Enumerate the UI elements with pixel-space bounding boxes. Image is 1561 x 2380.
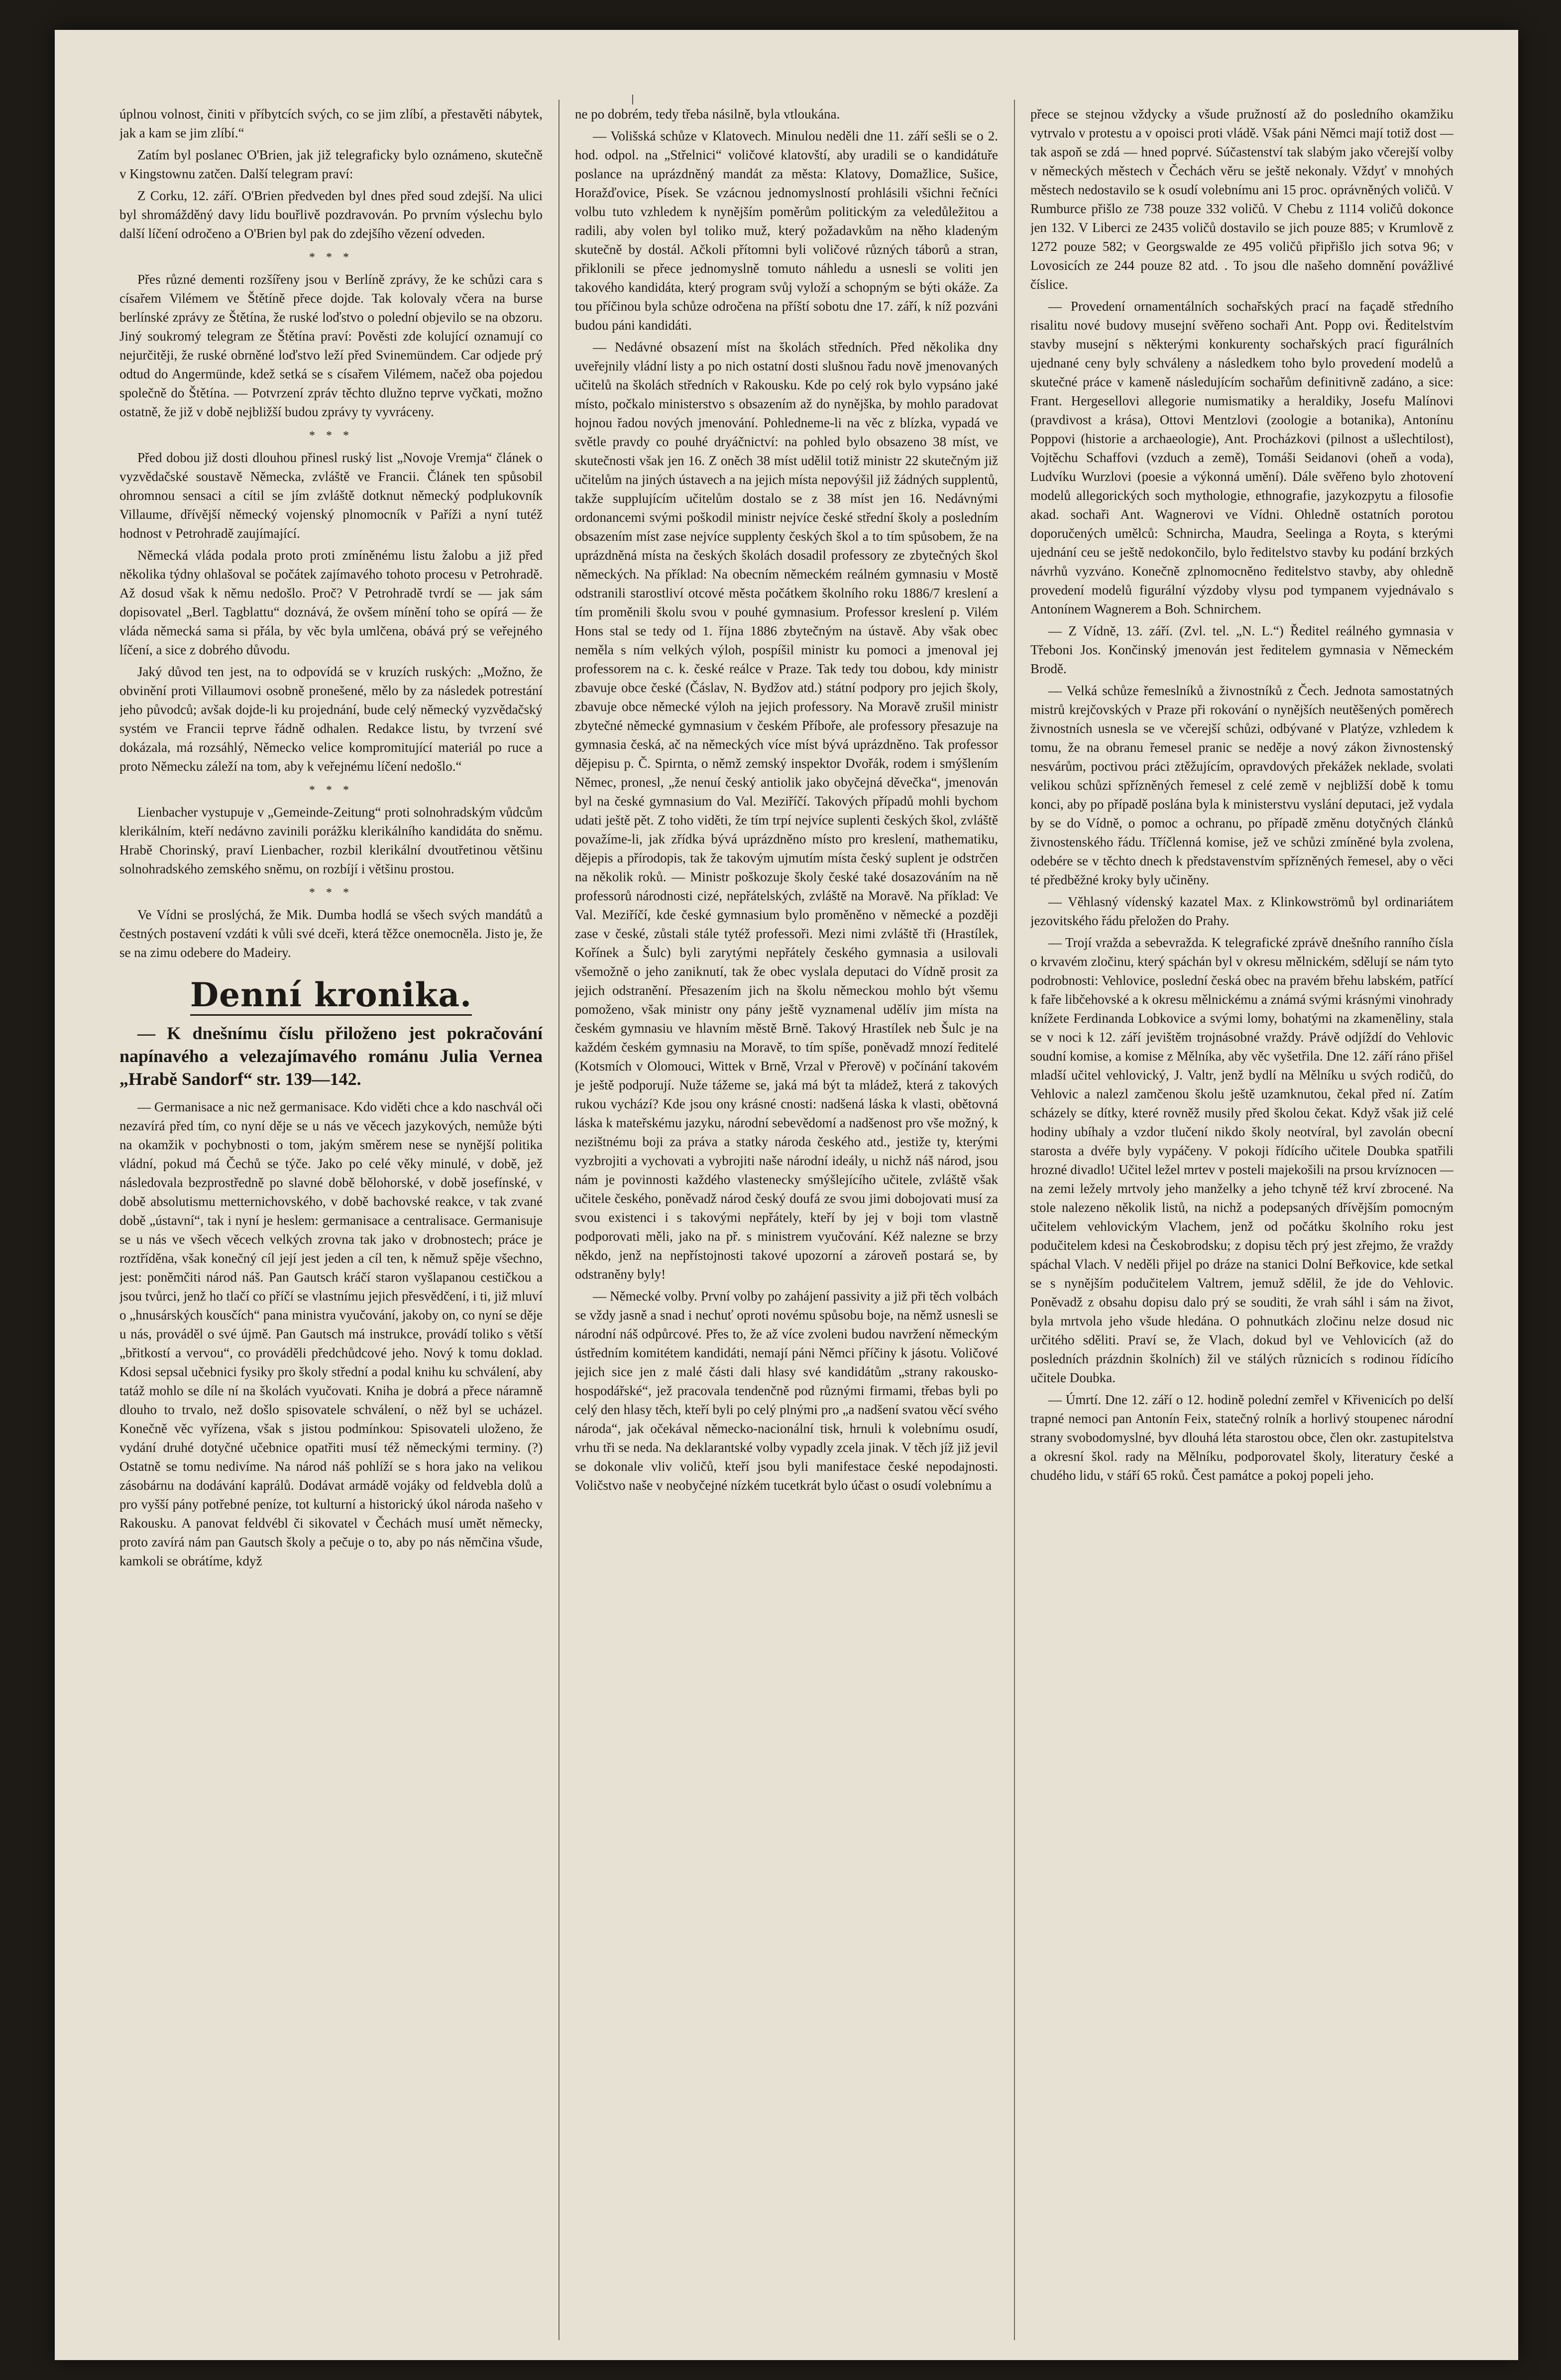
paragraph: Před dobou již dosti dlouhou přinesl ruský list „Novoje Vremja“ článek o vyzvědačské soustavě Německa, zvláště ve Francii. Článek ten spůsobil ohromnou sensaci a cítil se jím zvláště dotknut německý podplukovník Villaume, dřívější německý vojenský plnomocník v Paříži a nyní tutéž hodnost v Petrohradě zaujímající. bbox=[119, 450, 543, 541]
separator-stars: * * * bbox=[309, 886, 353, 899]
separator-stars: * * * bbox=[309, 784, 353, 797]
paragraph: — Z Vídně, 13. září. (Zvl. tel. „N. L.“) Ředitel reálného gymnasia v Třeboni Jos. Končinský jmenován jest ředitelem gymnasia v Německém Brodě. bbox=[1030, 623, 1453, 676]
paragraph: — Velká schůze řemeslníků a živnostníků z Čech. Jednota samostatných mistrů krejčovských v Praze při rokování o nynějších neutěšených poměrech živnostních usnesla se ve včerejší schůzi, odbývané v Platýze, vzhledem k tomu, že na obranu řemesel pranic se neděje a nový zákon živnostenský nesvárům, poctivou práci ztěžujícím, opravdových překážek neklade, svolati velikou schůzi spřízněných řemesel z celé země v nejbližší době k tomu konci, aby po případě poslána byla k ministerstvu vyslání deputaci, jež vydala by se do Vídně, o pomoc a ochranu, po případě změnu dotyčných článků živnostenského řádu. Tříčlenná komise, jež ve schůzi zmíněné byla zvolena, odebére se v těchto dnech k představenstvím spřízněných řemesel, aby o věci té předběžné kroky byly učiněny. bbox=[1030, 683, 1453, 887]
paragraph: Jaký důvod ten jest, na to odpovídá se v kruzích ruských: „Možno, že obvinění proti Villaumovi osobně pronešené, mělo by za následek potrestání jeho původců; avšak dojde-li ku projednání, bude celý německý vyzvědačský systém ve Francii teprve řádně odhalen. Redakce listu, by tvrzení své dokázala, má rozsáhlý, Německo velice kompromitující materiál po ruce a proto Německu záleží na tom, aby k veřejnému líčení nedošlo.“ bbox=[119, 664, 543, 774]
paragraph: Lienbacher vystupuje v „Gemeinde-Zeitung“ proti solnohradským vůdcům klerikálním, kteří nedávno zavinili porážku klerikálního kandidáta do sněmu. Hrabě Chorinský, praví Lienbacher, rozbil klerikální dvoutřetinou většinu solnohradského zemského sněmu, on rozbíjí i většinu prostou. bbox=[119, 805, 543, 876]
page-mark bbox=[632, 95, 633, 105]
paragraph: — Provedení ornamentálních sochařských prací na façadě středního risalitu nové budovy musejní svěřeno sochaři Ant. Popp ovi. Ředitelstvím stavby musejní s některými konkurenty sochařských prací figurálních ujednané ceny byly schváleny a následkem toho bylo provedení modelů a skutečné práce v kameně následujícím sochařům definitivně zadáno, a sice: Frant. Hergesellovi allegorie numismatiky a heraldiky, Josefu Malínovi (pravdivost a krása), Ottovi Mentzlovi (zoologie a botanika), Antonínu Poppovi (historie a archaeologie), Ant. Procházkovi (pilnost a ušlechtilost), Vojtěchu Schaffovi (vzduch a země), Tomáši Seidanovi (oheň a voda), Ludvíku Wurzlovi (poesie a výkonná umění). Dále svěřeno bylo zhotovení modelů allegorických soch mythologie, ethnografie, jazykozpytu a filosofie akad. sochaři Ant. Wagnerovi ve Vídni. Ohledně ostatních porotou doporučených umělců: Schnircha, Maudra, Seelinga a Royta, s kterými ujednání ceu se ještě nedokončilo, bylo ředitelstvo stavby ku podání brzkých návrhů vyzváno. Konečně zplnomocněno ředitelstvo stavby, aby ohledně provedení modelů figurální výzdoby vlysu pod tympanem vyjednávalo s Antonínem Wagnerem a Boh. Schnirchem. bbox=[1030, 299, 1453, 616]
column-middle bbox=[575, 105, 998, 2335]
column-divider bbox=[1014, 100, 1015, 2340]
paragraph: — Germanisace a nic než germanisace. Kdo viděti chce a kdo naschvál oči nezavírá před tím, co nyní děje se u nás ve věcech jazykových, nemůže býti na okamžik v pochybnosti o tom, jakým směrem nese se nynější politika vládní, pokud má Čechů se týče. Jako po celé věky minulé, v době, jež následovala bezprostředně po slavné době bělohorské, v době josefínské, v době absolutismu metternichovského, v době bachovské reakce, v tak zvané době „ústavní“, tak i nyní je heslem: germanisace a centralisace. Germanisuje se u nás ve všech věcech velkých zrovna tak jako v drobnostech; práce je roztříděna, však konečný cíl její jest jeden a cíl ten, k němuž spěje všechno, jest: poněmčiti národ náš. Pan Gautsch kráčí staron vyšlapanou cestičkou a jsou tvůrci, jenž ho tlačí co příčí se vlastnímu jejich přesvědčení, i ti, již mluví o „hnusárských kousčích“ pana ministra vyučování, jakoby on, co nyní se děje u nás, prováděl o své újmě. Pan Gautsch má instrukce, provádí toliko s větší „břitkostí a vervou“, co prováděli předchůdcové jeho. Nový k tomu doklad. Kdosi sepsal učebnici fysiky pro školy střední a podal knihu ku schválení, aby tatáž mohlo se díle ní na školách vyučovati. Kniha je dobrá a přece náramně dlouho to trvalo, než došlo spisovatele schválení, o něž byl se ucházel. Konečně věc vyřízena, však s jistou podmínkou: Spisovateli uloženo, že vydání druhé dotyčné učebnice opatřiti musí též německými terminy. (?) Ostatně se tomu nedivíme. Na národ náš pohlíží se s hora jako na velikou zásobárnu na dodávání kaprálů. Dodávat armádě vojáky od feldvebla dolů a pro vyšší pány potřebné peníze, tot kulturní a historický úkol národa našeho v Rakousku. A panovat feldvébl či sikovatel v Čechách musí umět německy, proto zavírá nám pan Gautsch školy a pečuje o to, aby po nás němčina všude, kamkoli se obrátíme, když bbox=[119, 1099, 543, 1568]
paragraph: — Německé volby. První volby po zahájení passivity a již při těch volbách se vždy jasně a snad i nechuť oproti novému spůsobu boje, na němž usnesli se národní náš odpůrcové. Přes to, že až více zvoleni budou navržení německým ústředním komitétem kandidáti, nemají páni Němci příčiny k jásotu. Voličové jejich sice jen z malé části dali hlasy své kandidátům „strany rakousko-hospodářské“, jež pracovala tendenčně pod různými firmami, třebas byli po celý den hlasy těch, kteří byli po celý plnými pro „a nadšení svatou věcí svého národa“, jak očekával německo-nacionální tisk, hrnuli k volebnímu osudí, vrhu tři se neda. Na deklarantské volby vypadly zcela jinak. V těch jíž již jevil se dokonale vliv voličů, kteří jsou byli manifestace české nepodajnosti. Voličstvo naše v neobyčejné nízkém tucetkrát bylo účast o osudí volebnímu a bbox=[575, 1289, 998, 1493]
section-title-text: Denní kronika. bbox=[190, 975, 472, 1016]
paragraph: — Trojí vražda a sebevražda. K telegrafické zprávě dnešního ranního čísla o krvavém zločinu, který spáchán byl v okresu mělnickém, sdělují se nám tyto podrobnosti: Vehlovice, poslední česká obec na pravém břehu labském, patřící k faře libčehovské a k okresu mělnickému a známá svými krásnými vinohrady knížete Ferdinanda Lobkovice a svými lomy, bohatými na zkameněliny, stala se v noci k 12. září jevištěm trojnásobné vraždy. Právě odjíždí do Vehlovic soudní komise, a komise z Mělníka, aby věc vyšetřila. Dne 12. září ráno přišel mladší učitel vehlovický, J. Valtr, jenž bydlí na Mělníku u svých rodičů, do Vehlovic a nalezl zamčenou školu ještě uzamknutou, čekal před ní. Zatím scházely se dítky, které rovněž musily před školou čekat. Když však již celé hodiny ubíhaly a vzdor tlučení nikdo školy neotvíral, byl zavolán obecní starosta a dvéře byly vypáčeny. V pokoji řídícího učitele Doubka spatřili hrozné divadlo! Učitel ležel mrtev v posteli majekošili na prsou krvíznocen — na zemi ležely mrtvoly jeho manželky a jeho tchyně též krví zbrocené. Na stole nalezeno několik listů, na nichž a podepsaných dřívějším pomocným učitelem vehlovickým Vlachem, jenž od počátku školního roku jest podučitelem kdesi na Českobrodsku; z dopisu těch prý jest zřejmo, že vraždy spáchal Vlach. V neděli přijel po dráze na stanici Dolní Beřkovice, kde setkal se s nynějším podučitelem Valtrem, jemuž sdělil, že jde do Vehlovic. Poněvadž z obsahu dopisu dalo prý se souditi, že vrah sáhl i sám na život, byla mrtvola jeho všude hledána. O pohnutkách zločinu nelze dosud nic určitého sděliti. Praví se, že Vlach, dokud byl ve Vehlovicích (až do posledních prázdnin školních) žil ve stálých různicích s rodinou řídícího učitele Doubka. bbox=[1030, 935, 1453, 1385]
paragraph: — Úmrtí. Dne 12. září o 12. hodině polední zemřel v Křivenicích po delší trapné nemoci pan Antonín Feix, statečný rolník a horlivý stoupenec národní strany svobodomyslné, byv dlouhá léta starostou obce, člen okr. zastupitelstva a okresní škol. rady na Mělníku, podporovatel školy, literatury české a chudého lidu, v stáří 65 roků. Čest památce a pokoj popeli jeho. bbox=[1030, 1392, 1453, 1483]
headline-notice: — K dnešnímu číslu přiloženo jest pokračování napínavého a velezajímavého románu Julia Vernea „Hrabě Sandorf“ str. 139—142. bbox=[119, 1023, 543, 1089]
paragraph: přece se stejnou vždycky a všude pružností až do posledního okamžiku vytrvalo v protestu a v opoisci proti vládě. Však páni Němci mají totiž dost — tak aspoň se zdá — hned poprvé. Súčastenství tak slabým jako včerejší volby v německých městech v Čechách věru se ještě nekonaly. Vždyť v mnohých městech nedostavilo se k osudí volebnímu ani 15 proc. oprávněných voličů. V Rumburce přišlo ze 738 pouze 332 voličů. V Chebu z 1114 voličů dokonce jen 132. V Liberci ze 2435 voličů dostavilo se jich pouze 885; v Krumlově z 1272 pouze 582; v Georgswalde ze 495 voličů připřišlo jich sotva 96; v Lovosicích ze 244 pouze 82 atd. . To jsou dle našeho domnění povážlivé číslice. bbox=[1030, 107, 1453, 292]
paragraph: — Věhlasný vídenský kazatel Max. z Klinkowströmů byl ordinariátem jezovitského řádu přeložen do Prahy. bbox=[1030, 894, 1453, 928]
separator-stars: * * * bbox=[309, 429, 353, 442]
paragraph: — Volišská schůze v Klatovech. Minulou neděli dne 11. září sešli se o 2. hod. odpol. na „Střelnici“ voličové klatovští, aby uradili se o kandidátuře poslance na uprázdněný mandát za města: Klatovy, Domažlice, Sušice, Horažďovice, Písek. Se vzácnou jednomyslností prohlásili všichni řečníci volbu tuto vzhledem k nynějším poměrům politickým za veledůležitou a radili, aby volen byl toliko muž, který požadavkům na něho kladeným skutečně by dostál. Ačkoli přítomni byli voličové různých táborů a stran, přiklonili se přece jednomyslně tomuto náhledu a usnesli se voliti jen takového kandidáta, který program svůj vyloží a schopným se býti okáže. Za tou příčinou byla schůze odročena na příští sobotu dne 17. září, k níž pozváni budou páni kandidáti. bbox=[575, 128, 998, 333]
column-divider bbox=[558, 100, 559, 2340]
paragraph: Z Corku, 12. září. O'Brien předveden byl dnes před soud zdejší. Na ulici byl shromážděný davy lidu bouřlivě pozdravován. Po prvním výslechu bylo další líčení odročeno a O'Brien byl pak do zdejšího vězení odveden. bbox=[119, 188, 543, 241]
paragraph: Zatím byl poslanec O'Brien, jak již telegraficky bylo oznámeno, skutečně v Kingstownu zatčen. Další telegram praví: bbox=[119, 147, 543, 181]
paragraph: ne po dobrém, tedy třeba násilně, byla vtloukána. bbox=[575, 107, 840, 121]
column-left bbox=[119, 105, 543, 2335]
paragraph: Ve Vídni se proslýchá, že Mik. Dumba hodlá se všech svých mandátů a čestných postavení vzdáti k vůli své dceři, která těžce onemocněla. Jisto je, že se na zimu odebere do Madeiry. bbox=[119, 907, 543, 960]
section-title bbox=[119, 975, 543, 1015]
column-right bbox=[1030, 105, 1453, 2335]
paragraph: — Nedávné obsazení míst na školách středních. Před několika dny uveřejnily vládní listy a po nich ostatní dosti slušnou řadu nově jmenovaných učitelů na školách středních v Rakousku. Kde po celý rok bylo vypsáno jaké místo, počkalo ministerstvo s obsazením až do nynějška, by mohlo paradovat hojnou řadou nových jmenování. Pohledneme-li na věc z blízka, vypadá ve světle pravdy co pouhé dryáčnictví: na pohled bylo obsazeno 38 míst, ve skutečnosti však jen 16. Z oněch 38 míst udělil totiž ministr 22 skutečným již učitelům na jiných ústavech a na jejich místa nepovýšil již žádných supplentů, takže supplujícím učitelům dostalo se z 38 míst jen 16. Nedávnými ordonancemi svými poškodil ministr nejvíce české střední školy a posledním obsazením míst zase nejvíce supplenty českých škol a to tím spůsobem, že na uprázdněná místa na českých školách dosadil professory ze zbytečných škol německých. Na příklad: Na obecním německém reálném gymnasiu v Mostě odstranili starostliví otcové města počátkem školního roku 1886/7 kreslení a tím proměnili školu svou v pouhé gymnasium. Professor kreslení p. Vilém Hons stal se tedy od 1. října 1886 zbytečným na ústavě. Aby však obec neměla s ním velkých výloh, pospíšil ministr ku pomoci a jmenoval jej professorem na c. k. české reálce v Praze. Tak tedy tou dobou, kdy ministr zbavuje obce české (Čáslav, N. Bydžov atd.) státní podpory pro jejich školy, zbavuje obce německé výloh na jejich professory. Na Moravě zrušil ministr zbytečné německé gymnasium v českém Příboře, ale professory přesazuje na gymnasia česká, ač na německých více míst bývá uprázdněno. Tak professor dějepisu p. Č. Spirnta, o němž zemský inspektor Dvořák, rodem i smýšlením Němec, pronesl, „že nenuí český antiolik jako obyčejná děvečka“, jmenován byl na české gymnasium do Val. Meziříčí. Takových případů mohli bychom udati ještě pět. Z toho viděti, že tím trpí nejvíce suplenti českých škol, zvláště považíme-li, jak zřídka bývá uprázdněno místo pro kreslení, mathematiku, dějepis a přírodopis, tak že takovým ujmutím místa český suplent je odstrčen na několik roků. — Ministr poškozuje školy české také dosazováním na ně professorů národnosti cizé, nepřátelských, zvláště na Moravě. Na příklad: Ve Val. Meziříčí, kde české gymnasium bylo proměněno v německé a později zase v české, zůstali stále tytéž professoři. Mezi nimi zvláště tři (Hrastílek, Kořínek a Šulc) byli zarytými nepřátely českého gymnasia a usilovali všemožně o jeho zaniknutí, tak že obec vyslala deputaci do Vídně prosit za jejich odstranění. Přesazením jich na školu německou mohlo být všemu pomoženo, však ministr ony pány ještě vyznamenal udělív jim místa na českém gymnasiu ve hlavním městě Brně. Takový Hrastílek neb Šulc je na každém českém gymnasiu na Moravě, to tím spíše, poněvadž mnozí ředitelé (Kotsmích v Olomouci, Wittek v Brně, Vrzal v Přerově) v počínání takovém je ještě podporují. Nuže tážeme se, jaká má být ta mládež, která z takových rukou vychází? Kde jsou ony krásné cnosti: nadšená láska k vlasti, obětovná láska k mateřskému jazyku, národní sebevědomí a nadšenost pro vše možný, k nezištnému boji za práva a statky národa českého atd., jestiže ty, kterými vyzbrojiti a vychovati a vybrojiti naše národní ideály, u nichž náš národ, jsou nám je povinnosti každého vlastenecky smýšlejícího učitele, zvláště však učitele českého, poněvadž národ český doufá ze svou jimi dobojovati musí za svou existenci i s takovými nepřátely, kteří by jej v boji tom vlastně podporovati měli, jako na př. s ministrem vyučování. Kéž nalezne se brzy někdo, jenž na nepřístojnosti takové upozorní a zároveň postará se, by odstraněny byly! bbox=[575, 340, 998, 1282]
separator-stars: * * * bbox=[309, 251, 353, 264]
paragraph: Přes různé dementi rozšířeny jsou v Berlíně zprávy, že ke schůzi cara s císařem Vilémem ve Štětíně přece dojde. Tak kolovaly včera na burse berlínské zprávy ze Štětína, že ruské loďstvo o polední objevilo se na obzoru. Jiný soukromý telegram ze Štětína praví: Pověsti zde kolující oznamují co nejurčitěji, že ruské obrněné loďstvo leží před Svinemündem. Car odjede prý odtud do Angermünde, kdež setká se s císařem Vilémem, načež oba pojedou společně do Štětína. — Potvrzení zpráv těchto dlužno teprve vyčkati, možno ostatně, že již v době nejbližší budou zprávy ty vyvráceny. bbox=[119, 272, 543, 419]
paragraph: úplnou volnost, činiti v příbytcích svých, co se jim zlíbí, a přestavěti nábytek, jak a kam se jim zlíbí.“ bbox=[119, 107, 543, 140]
paragraph: Německá vláda podala proto proti zmíněnému listu žalobu a již před několika týdny ohlašoval se počátek zajímavého tohoto procesu v Petrohradě. Až dosud však k němu nedošlo. Proč? V Petrohradě tvrdí se — jak sám dopisovatel „Berl. Tagblattu“ doznává, že ovšem mínění toho se opírá — že vláda německá sama si přála, by věc byla umlčena, obává prý se veřejného líčení, a sice z dobrého důvodu. bbox=[119, 548, 543, 657]
newspaper-page bbox=[55, 30, 1518, 2360]
